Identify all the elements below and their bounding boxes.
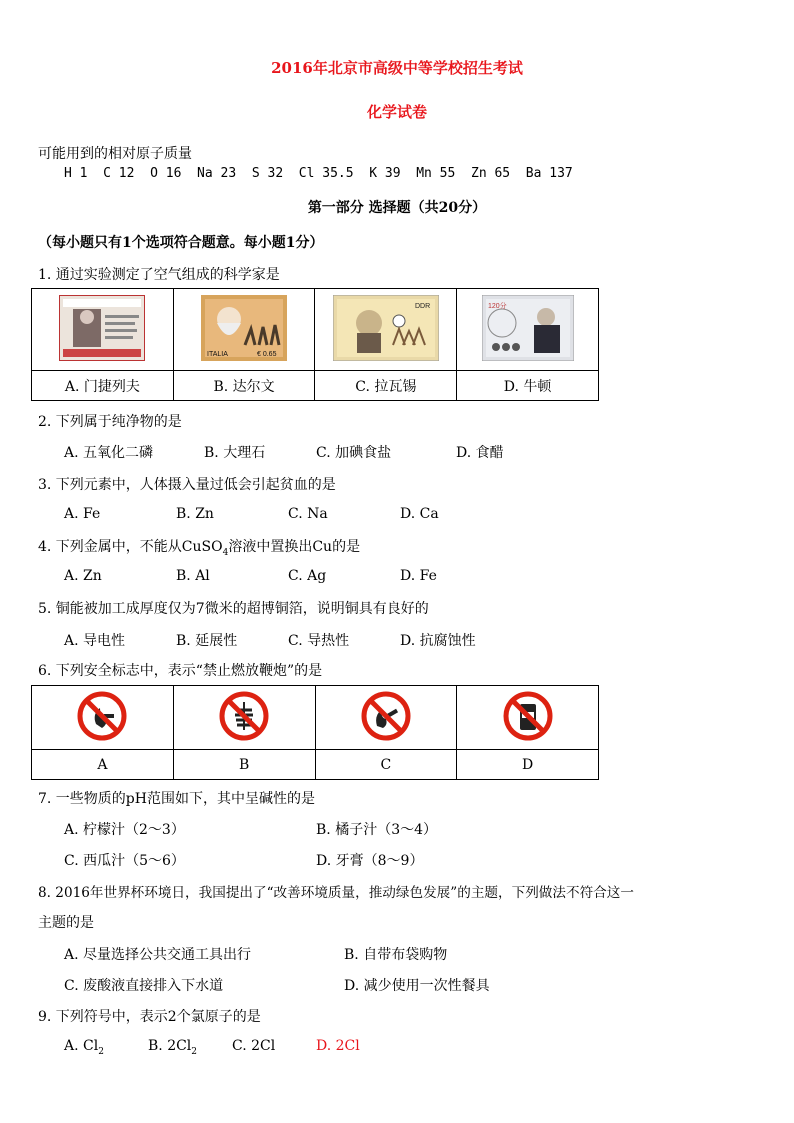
q3-option-c: C. Na <box>288 506 328 522</box>
q6-option-b: B <box>173 750 315 780</box>
stamp-darwin-value: € 0.65 <box>257 350 277 358</box>
q2-option-d: D. 食醋 <box>456 445 504 461</box>
sign-no-open-flame-container <box>457 686 599 750</box>
q9-option-b: B. $2Cl_2$ <box>148 1038 198 1057</box>
sign-no-smoking-flammable <box>32 686 174 750</box>
masses-label: 可能用到的相对原子质量 <box>38 146 192 162</box>
q3-option-a: A. Fe <box>64 506 101 522</box>
q9-option-d: D. 2Cl <box>316 1038 360 1054</box>
stamp-newton <box>457 289 599 371</box>
stamp-mendeleev <box>32 289 174 371</box>
q7-option-b: B. 橘子汁（3～4） <box>316 822 438 838</box>
q9-option-a: A. $Cl_2$ <box>64 1038 104 1057</box>
q4-option-d: D. Fe <box>400 568 437 584</box>
q4-stem: 4. 下列金属中，不能从CuSO$_4$溶液中置换出Cu的是 <box>38 539 361 558</box>
q5-option-a: A. 导电性 <box>64 633 126 649</box>
stamp-darwin <box>173 289 315 371</box>
q7-option-d: D. 牙膏（8～9） <box>316 853 424 869</box>
q6-option-a: A <box>32 750 174 780</box>
q5-stem: 5. 铜能被加工成厚度仅为7微米的超博铜箔，说明铜具有良好的 <box>38 601 429 617</box>
q8-option-d: D. 减少使用一次性餐具 <box>344 978 490 994</box>
q6-option-d: D <box>457 750 599 780</box>
masses-values: H 1 C 12 O 16 Na 23 S 32 Cl 35.5 K 39 Mn 55 Zn 65 Ba 137 <box>64 166 573 181</box>
exam-subtitle: 化学试卷 <box>366 103 427 121</box>
q2-option-c: C. 加碘食盐 <box>316 445 392 461</box>
q3-option-b: B. Zn <box>176 506 214 522</box>
q4-option-a: A. Zn <box>64 568 102 584</box>
q9-stem: 9. 下列符号中，表示2个氯原子的是 <box>38 1009 261 1025</box>
q3-stem: 3. 下列元素中，人体摄入量过低会引起贫血的是 <box>38 477 336 493</box>
q2-option-b: B. 大理石 <box>204 445 266 461</box>
q8-stem-line1: 8. 2016年世界杯环境日，我国提出了“改善环境质量，推动绿色发展”的主题，下列做法不符合这一 <box>38 885 634 901</box>
q5-option-b: B. 延展性 <box>176 633 238 649</box>
sign-no-firecrackers <box>173 686 315 750</box>
q7-option-a: A. 柠檬汁（2～3） <box>64 822 185 838</box>
stamp-darwin-country: ITALIA <box>207 350 228 358</box>
q2-option-a: A. 五氧化二磷 <box>64 445 154 461</box>
part1-note: （每小题只有1个选项符合题意。每小题1分） <box>38 235 324 251</box>
q4-option-c: C. Ag <box>288 568 327 584</box>
q1-table <box>31 288 599 401</box>
q1-option-b: B. 达尔文 <box>173 371 315 401</box>
sign-no-fire-smoking <box>315 686 457 750</box>
q7-stem: 7. 一些物质的pH范围如下，其中呈碱性的是 <box>38 791 315 807</box>
q6-stem: 6. 下列安全标志中，表示“禁止燃放鞭炮”的是 <box>38 663 323 679</box>
q3-option-d: D. Ca <box>400 506 439 522</box>
stamp-newton-value: 120分 <box>487 302 507 310</box>
q5-option-d: D. 抗腐蚀性 <box>400 633 476 649</box>
q1-option-a: A. 门捷列夫 <box>32 371 174 401</box>
q9-option-c: C. 2Cl <box>232 1038 276 1054</box>
stamp-lavoisier-country: DDR <box>414 302 430 310</box>
part1-heading: 第一部分 选择题（共20分） <box>307 200 487 216</box>
stamp-lavoisier <box>315 289 457 371</box>
q6-table <box>31 685 599 780</box>
q8-option-c: C. 废酸液直接排入下水道 <box>64 978 224 994</box>
q4-option-b: B. Al <box>176 568 210 584</box>
q8-option-b: B. 自带布袋购物 <box>344 947 448 963</box>
q1-stem: 1. 通过实验测定了空气组成的科学家是 <box>38 267 280 283</box>
q1-option-d: D. 牛顿 <box>457 371 599 401</box>
exam-title: 2016年北京市高级中等学校招生考试 <box>271 59 523 77</box>
q7-option-c: C. 西瓜汁（5～6） <box>64 853 185 869</box>
q8-option-a: A. 尽量选择公共交通工具出行 <box>64 947 252 963</box>
q2-stem: 2. 下列属于纯净物的是 <box>38 414 182 430</box>
q1-option-c: C. 拉瓦锡 <box>315 371 457 401</box>
q8-stem-line2: 主题的是 <box>38 915 94 931</box>
q6-option-c: C <box>315 750 457 780</box>
q5-option-c: C. 导热性 <box>288 633 350 649</box>
